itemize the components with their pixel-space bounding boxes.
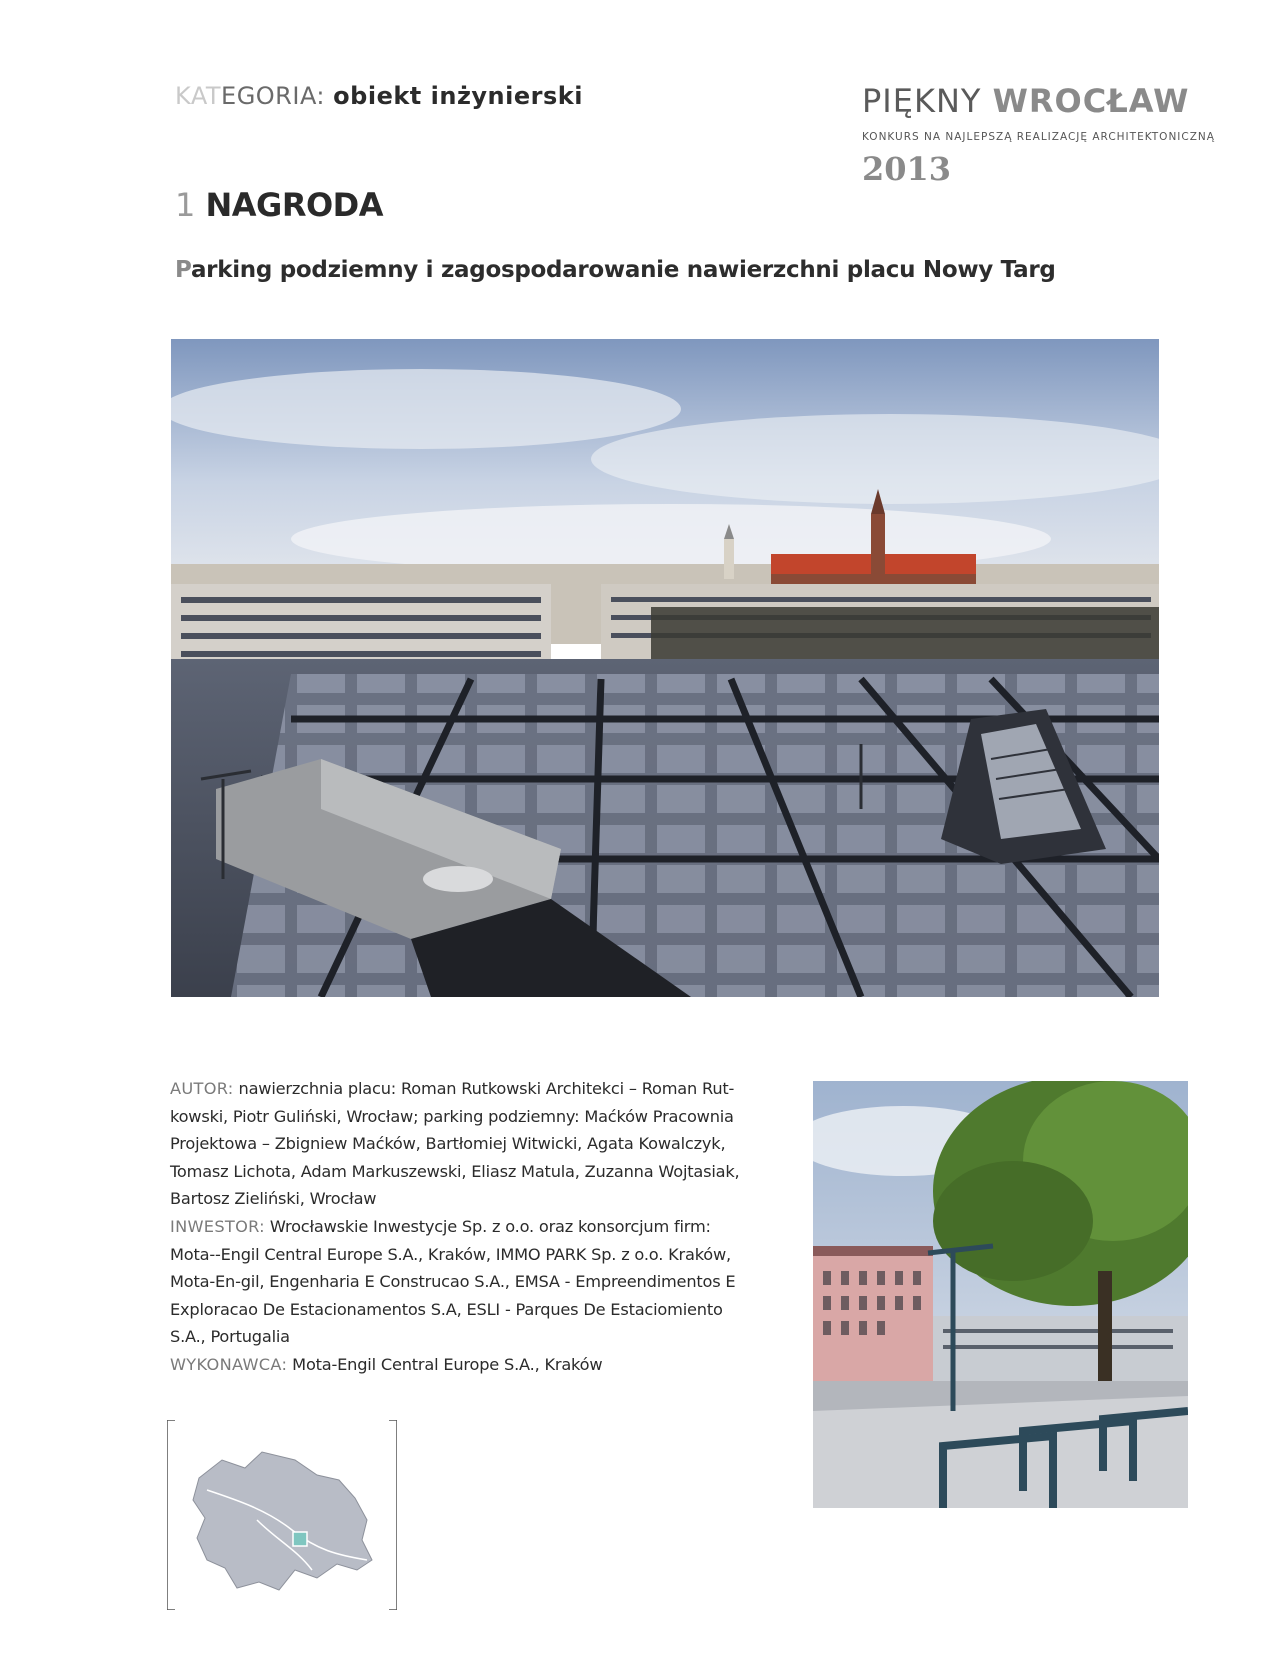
contest-year: 2013 — [862, 150, 952, 188]
category-label: EGORIA: — [221, 82, 326, 110]
author-label: AUTOR: — [170, 1079, 234, 1098]
category-line — [175, 82, 583, 110]
project-title — [175, 257, 1056, 283]
map-bracket-right — [389, 1420, 397, 1610]
lower-silesia-map — [167, 1420, 397, 1610]
award-heading — [175, 186, 383, 224]
investor-paragraph — [170, 1213, 760, 1351]
map-bracket-left — [167, 1420, 175, 1610]
main-photo — [171, 339, 1159, 997]
square-photo-illustration — [171, 339, 1159, 997]
brand-part-2: WROCŁAW — [992, 82, 1190, 120]
brand-logo — [862, 82, 1189, 120]
author-paragraph — [170, 1075, 760, 1213]
region-outline — [193, 1452, 372, 1590]
brand-part-1: PIĘKNY — [862, 82, 982, 120]
credits-block — [170, 1075, 760, 1379]
contractor-paragraph — [170, 1351, 760, 1379]
award-label: NAGRODA — [205, 186, 383, 224]
award-number: 1 — [175, 186, 195, 224]
title-initial: P — [175, 257, 191, 283]
contractor-label: WYKONAWCA: — [170, 1354, 288, 1374]
investor-text: Wrocławskie Inwestycje Sp. z o.o. oraz konsorcjum firm: Mota--Engil Central Europe S.A., Kraków, IMMO PARK Sp. z o.o. Kraków, Mota-En-gil, Engenharia E Construcao S.A., EMSA - Empreendimentos E Exploracao De Estacionamentos S.A, ESLI - Parques De Estaciomiento S.A., Portugalia — [170, 1216, 736, 1347]
title-rest: arking podziemny i zagospodarowanie nawierzchni placu Nowy Targ — [190, 257, 1056, 283]
location-marker-icon — [293, 1532, 307, 1546]
side-photo — [813, 1081, 1188, 1508]
category-label-light: KAT — [175, 82, 222, 110]
author-text: nawierzchnia placu: Roman Rutkowski Architekci – Roman Rut-kowski, Piotr Guliński, Wrocław; parking podziemny: Maćków Pracownia Projektowa – Zbigniew Maćków, Bartłomiej Witwicki, Agata Kowalczyk, Tomasz Lichota, Adam Markuszewski, Eliasz Matula, Zuzanna Wojtasiak, Bartosz Zieliński, Wrocław — [170, 1079, 740, 1209]
category-value: obiekt inżynierski — [333, 82, 583, 110]
side-photo-illustration — [813, 1081, 1188, 1508]
contractor-text: Mota-Engil Central Europe S.A., Kraków — [292, 1354, 603, 1374]
contest-subtitle: KONKURS NA NAJLEPSZĄ REALIZACJĘ ARCHITEKTONICZNĄ — [862, 131, 1215, 143]
investor-label: INWESTOR: — [170, 1216, 265, 1236]
region-map — [167, 1420, 397, 1610]
